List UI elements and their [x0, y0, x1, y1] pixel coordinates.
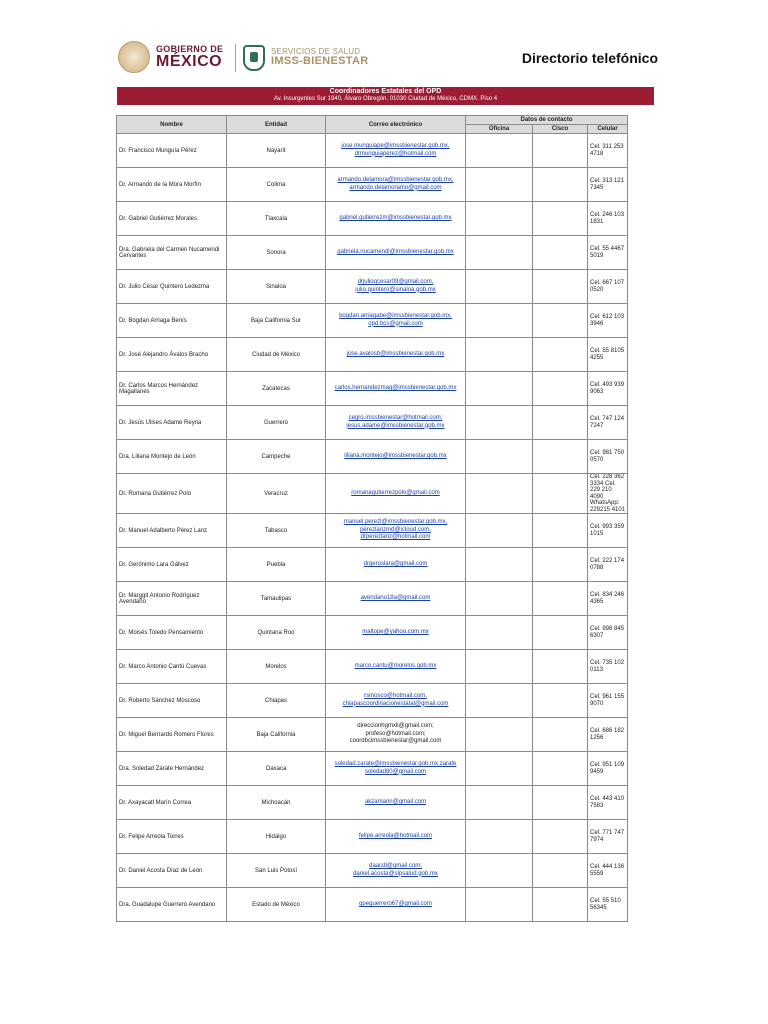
row-cisco [533, 684, 588, 718]
table-row [117, 372, 628, 406]
row-correo [326, 440, 466, 474]
row-nombre: Dr. Marggit Antonio Rodríguez Avendaño [117, 582, 227, 616]
email-link[interactable]: jesus.adame@imssbienestar.gob.mx [346, 422, 445, 429]
row-oficina [466, 650, 533, 684]
email-link[interactable]: gabriel.gutierrezm@imssbienestar.gob.mx [339, 214, 452, 221]
row-nombre: Dr. Miguel Bernardo Romero Flores [117, 718, 227, 752]
row-oficina [466, 168, 533, 202]
row-correo [326, 474, 466, 514]
header-datos-contacto: Datos de contacto [466, 116, 628, 125]
table-row [117, 548, 628, 582]
email-link[interactable]: julio.quintero@sinaloa.gob.mx [355, 286, 436, 293]
row-celular: Cel. 735 102 0113 [588, 650, 628, 684]
row-cisco [533, 134, 588, 168]
row-celular: Cel. 993 359 1015 [588, 514, 628, 548]
row-nombre: Dr. Daniel Acosta Díaz de León [117, 854, 227, 888]
row-nombre: Dra. Liliana Montejo de León [117, 440, 227, 474]
row-entidad: Zacatecas [227, 372, 326, 406]
row-cisco [533, 338, 588, 372]
row-celular: Cel. 686 182 1256 [588, 718, 628, 752]
email-link[interactable]: manuel.perezl@imssbienestar.gob.mx, [343, 519, 448, 526]
row-correo [326, 372, 466, 406]
row-nombre: Dr. Julio César Quintero Ledezma [117, 270, 227, 304]
row-entidad: Chiapas [227, 684, 326, 718]
email-link[interactable]: chiapascoordinacionestatal@gmail.com [342, 700, 449, 707]
row-cisco [533, 514, 588, 548]
row-entidad: Guerrero [227, 406, 326, 440]
row-entidad: Tlaxcala [227, 202, 326, 236]
row-entidad: Colima [227, 168, 326, 202]
email-link[interactable]: bogdan.arriagabe@imssbienestar.gob.mx, [339, 313, 452, 319]
email-link[interactable]: perezlanzmd@icloud.com, [360, 526, 431, 533]
row-entidad: Puebla [227, 548, 326, 582]
row-oficina [466, 236, 533, 270]
row-celular: Cel. 55 8105 4255 [588, 338, 628, 372]
row-entidad: Morelos [227, 650, 326, 684]
row-correo [326, 616, 466, 650]
row-entidad: Veracruz [227, 474, 326, 514]
row-celular: Cel. 951 109 9459 [588, 752, 628, 786]
table-row [117, 752, 628, 786]
row-entidad: Estado de México [227, 888, 326, 922]
row-celular: Cel. 246 103 1831 [588, 202, 628, 236]
email-link[interactable]: gpeguerrero67@gmail.com [359, 900, 432, 907]
row-cisco [533, 236, 588, 270]
row-cisco [533, 304, 588, 338]
row-celular: Cel. 961 155 9070 [588, 684, 628, 718]
row-oficina [466, 718, 533, 752]
row-nombre: Dr. Francisco Munguía Pérez [117, 134, 227, 168]
row-oficina [466, 406, 533, 440]
gob-logo-line2: MÉXICO [156, 52, 223, 70]
mexico-seal-icon [118, 41, 150, 73]
table-row [117, 168, 628, 202]
row-nombre: Dra. Guadalupe Guerrero Avendano [117, 888, 227, 922]
email-link[interactable]: drjulioqcesar09@gmail.com, [357, 279, 434, 285]
email-link[interactable]: drmunguiaperez@hotmail.com [354, 150, 437, 157]
row-nombre: Dr. Carlos Marcos Hernández Magallanes [117, 372, 227, 406]
imss-emblem-icon [243, 45, 265, 71]
table-row [117, 440, 628, 474]
row-oficina [466, 582, 533, 616]
row-correo [326, 854, 466, 888]
row-oficina [466, 514, 533, 548]
row-celular: Cel. 612 103 3946 [588, 304, 628, 338]
row-cisco [533, 752, 588, 786]
row-cisco [533, 440, 588, 474]
row-cisco [533, 888, 588, 922]
table-row [117, 854, 628, 888]
row-entidad: Campeche [227, 440, 326, 474]
row-entidad: San Luis Potosí [227, 854, 326, 888]
table-row [117, 786, 628, 820]
row-nombre: Dra. Soledad Zárate Hernández [117, 752, 227, 786]
email-link: profeso@hotmail.com; [365, 730, 426, 737]
header-oficina: Oficina [466, 125, 533, 134]
page-title: Directorio telefónico [521, 50, 658, 66]
directory-table [116, 115, 628, 922]
row-nombre: Dr. Armando de la Mora Morfín [117, 168, 227, 202]
header-cisco: Cisco [533, 125, 588, 134]
table-row [117, 338, 628, 372]
row-cisco [533, 168, 588, 202]
row-oficina [466, 616, 533, 650]
email-link[interactable]: drgeroslara@gmail.com [363, 560, 428, 567]
section-banner [117, 87, 654, 105]
row-celular: Cel. 311 253 4718 [588, 134, 628, 168]
row-cisco [533, 474, 588, 514]
row-cisco [533, 406, 588, 440]
row-nombre: Dr. Marco Antonio Cantú Cuevas [117, 650, 227, 684]
header-entidad: Entidad [227, 116, 326, 134]
email-link[interactable]: avendano18a@gmail.com [360, 594, 431, 601]
row-oficina [466, 820, 533, 854]
row-correo [326, 514, 466, 548]
row-nombre: Dr. Gabriel Gutiérrez Morales [117, 202, 227, 236]
gob-logo-line1: GOBIERNO DE [156, 43, 224, 54]
table-row [117, 616, 628, 650]
banner-address: Av. Insurgentes Sur 1940, Álvaro Obregón, 01030 Ciudad de México, CDMX. Piso 4 [273, 96, 498, 102]
email-link[interactable]: rsmosco@hotmail.com, [364, 693, 427, 699]
row-correo [326, 406, 466, 440]
header-correo: Correo electrónico [326, 116, 466, 134]
imss-bienestar-logo [243, 42, 369, 74]
table-row [117, 202, 628, 236]
email-link[interactable]: soledad80@gmail.com [364, 768, 427, 775]
row-cisco [533, 372, 588, 406]
row-entidad: Oaxaca [227, 752, 326, 786]
row-correo [326, 718, 466, 752]
table-row [117, 474, 628, 514]
page-header [118, 38, 658, 78]
row-oficina [466, 372, 533, 406]
row-correo [326, 168, 466, 202]
row-entidad: Sinaloa [227, 270, 326, 304]
email-link: coordbcimssbienestar@gmail.com [349, 738, 442, 745]
row-correo [326, 548, 466, 582]
row-oficina [466, 202, 533, 236]
imss-logo-line2: IMSS-BIENESTAR [271, 55, 369, 68]
row-cisco [533, 650, 588, 684]
row-nombre: Dra. Gabriela del Carmen Nucamendi Cervantes [117, 236, 227, 270]
email-link[interactable]: armando.delamora@imssbienestar.gob.mx, [337, 177, 454, 183]
row-celular: Cel. 443 410 7583 [588, 786, 628, 820]
row-oficina [466, 548, 533, 582]
row-entidad: Nayarit [227, 134, 326, 168]
table-row [117, 304, 628, 338]
row-correo [326, 270, 466, 304]
email-link[interactable]: opd.bcs@gmail.com [368, 320, 423, 327]
row-celular: Cel. 981 750 0570 [588, 440, 628, 474]
row-entidad: Hidalgo [227, 820, 326, 854]
row-cisco [533, 854, 588, 888]
row-celular: Cel. 667 107 0520 [588, 270, 628, 304]
row-correo [326, 786, 466, 820]
row-entidad: Michoacán [227, 786, 326, 820]
email-link[interactable]: liliana.montejo@imssbienestar.gob.mx [344, 452, 447, 459]
table-row [117, 236, 628, 270]
row-oficina [466, 304, 533, 338]
table-row [117, 650, 628, 684]
row-nombre: Dr. Moisés Toledo Pensamiento [117, 616, 227, 650]
row-cisco [533, 548, 588, 582]
row-celular: Cel. 747 124 7247 [588, 406, 628, 440]
row-celular: Cel. 228 362 3334 Cel. 229 210 4090 WhatsApp: 229215 4101 [588, 474, 628, 514]
table-row [117, 134, 628, 168]
row-nombre: Dr. Bogdan Arriaga Benís [117, 304, 227, 338]
row-entidad: Ciudad de México [227, 338, 326, 372]
row-oficina [466, 270, 533, 304]
table-row [117, 514, 628, 548]
email-link[interactable]: daacdl@gmail.com; [369, 863, 422, 869]
table-body [117, 134, 628, 922]
row-correo [326, 202, 466, 236]
table-row [117, 582, 628, 616]
row-correo [326, 888, 466, 922]
row-nombre: Dr. Roberto Sánchez Moscoso [117, 684, 227, 718]
logo-divider [235, 44, 236, 72]
row-nombre: Dr. Axayacatl Marín Correa [117, 786, 227, 820]
row-oficina [466, 752, 533, 786]
row-entidad: Tabasco [227, 514, 326, 548]
row-correo [326, 236, 466, 270]
row-cisco [533, 270, 588, 304]
row-oficina [466, 474, 533, 514]
table-row [117, 820, 628, 854]
row-correo [326, 684, 466, 718]
row-nombre: Dr. Felipe Arreola Torres [117, 820, 227, 854]
row-correo [326, 820, 466, 854]
email-link[interactable]: carlos.hernandezmag@imssbienestar.gob.mx [334, 384, 457, 391]
email-link[interactable]: maltope@yahoo.com.mx [362, 628, 429, 635]
row-entidad: Baja California Sur [227, 304, 326, 338]
row-correo [326, 582, 466, 616]
header-celular: Celular [588, 125, 628, 134]
row-oficina [466, 134, 533, 168]
row-correo [326, 134, 466, 168]
row-celular: Cel. 55 510 56345 [588, 888, 628, 922]
row-entidad: Baja California [227, 718, 326, 752]
email-link[interactable]: daniel.acosta@slpsalud.gob.mx [353, 870, 438, 877]
row-nombre: Dr. Romana Gutiérrez Polo [117, 474, 227, 514]
email-link[interactable]: akzamarin@gmail.com [364, 798, 427, 805]
row-cisco [533, 820, 588, 854]
row-oficina [466, 440, 533, 474]
email-link[interactable]: felipe.arreola@hotmail.com [358, 832, 433, 839]
row-celular: Cel. 313 121 7345 [588, 168, 628, 202]
table-row [117, 270, 628, 304]
row-celular: Cel. 834 246 4365 [588, 582, 628, 616]
row-cisco [533, 582, 588, 616]
table-row [117, 718, 628, 752]
row-cisco [533, 202, 588, 236]
table-row [117, 406, 628, 440]
email-link[interactable]: drperezlanz@hotmail.com [360, 534, 431, 541]
row-celular: Cel. 444 136 5559 [588, 854, 628, 888]
gobierno-de-mexico-logo [118, 40, 228, 74]
row-oficina [466, 786, 533, 820]
email-link[interactable]: cegro.imssbienestar@hotmail.com; [348, 415, 443, 421]
email-link[interactable]: romanagutierrezpolo@gmail.com [351, 489, 440, 496]
imss-logo-line1: SERVICIOS DE SALUD [271, 47, 361, 57]
row-oficina [466, 888, 533, 922]
row-cisco [533, 718, 588, 752]
banner-title: Coordinadores Estatales del OPD [329, 88, 442, 95]
email-link[interactable]: jose.avalosb@imssbienestar.gob.mx [346, 350, 445, 357]
row-cisco [533, 786, 588, 820]
row-celular: Cel. 55 4467 5019 [588, 236, 628, 270]
row-oficina [466, 854, 533, 888]
row-correo [326, 304, 466, 338]
row-nombre: Dr. Jesús Ulises Adame Reyna [117, 406, 227, 440]
email-link[interactable]: jose.munguiape@imssbienestar.gob.mx, [341, 143, 450, 149]
row-nombre: Dr. Gerónimo Lara Gálvez [117, 548, 227, 582]
row-correo [326, 650, 466, 684]
row-entidad: Quintana Roo [227, 616, 326, 650]
row-celular: Cel. 222 174 0788 [588, 548, 628, 582]
row-celular: Cel. 493 939 9063 [588, 372, 628, 406]
row-entidad: Tamaulipas [227, 582, 326, 616]
row-nombre: Dr. José Alejandro Ávalos Bracho [117, 338, 227, 372]
row-oficina [466, 684, 533, 718]
row-oficina [466, 338, 533, 372]
row-cisco [533, 616, 588, 650]
row-correo [326, 338, 466, 372]
email-link[interactable]: soledad.zarate@imssbienestar.gob.mx;zarate [334, 761, 457, 767]
email-link[interactable]: gabriela.nucamendi@imssbienestar.gob.mx [337, 248, 454, 255]
row-celular: Cel. 771 747 7974 [588, 820, 628, 854]
email-link[interactable]: marco.cantu@morelos.gob.mx [354, 662, 437, 669]
table-row [117, 684, 628, 718]
row-entidad: Sonora [227, 236, 326, 270]
row-nombre: Dr. Manuel Adalberto Pérez Lanz [117, 514, 227, 548]
email-link[interactable]: armando.delamoramo@gmail.com [349, 184, 442, 191]
email-link: direccionhgmxli@gmail.com; [357, 723, 434, 730]
row-celular: Cel. 998 845 6307 [588, 616, 628, 650]
row-correo [326, 752, 466, 786]
header-nombre: Nombre [117, 116, 227, 134]
table-row [117, 888, 628, 922]
